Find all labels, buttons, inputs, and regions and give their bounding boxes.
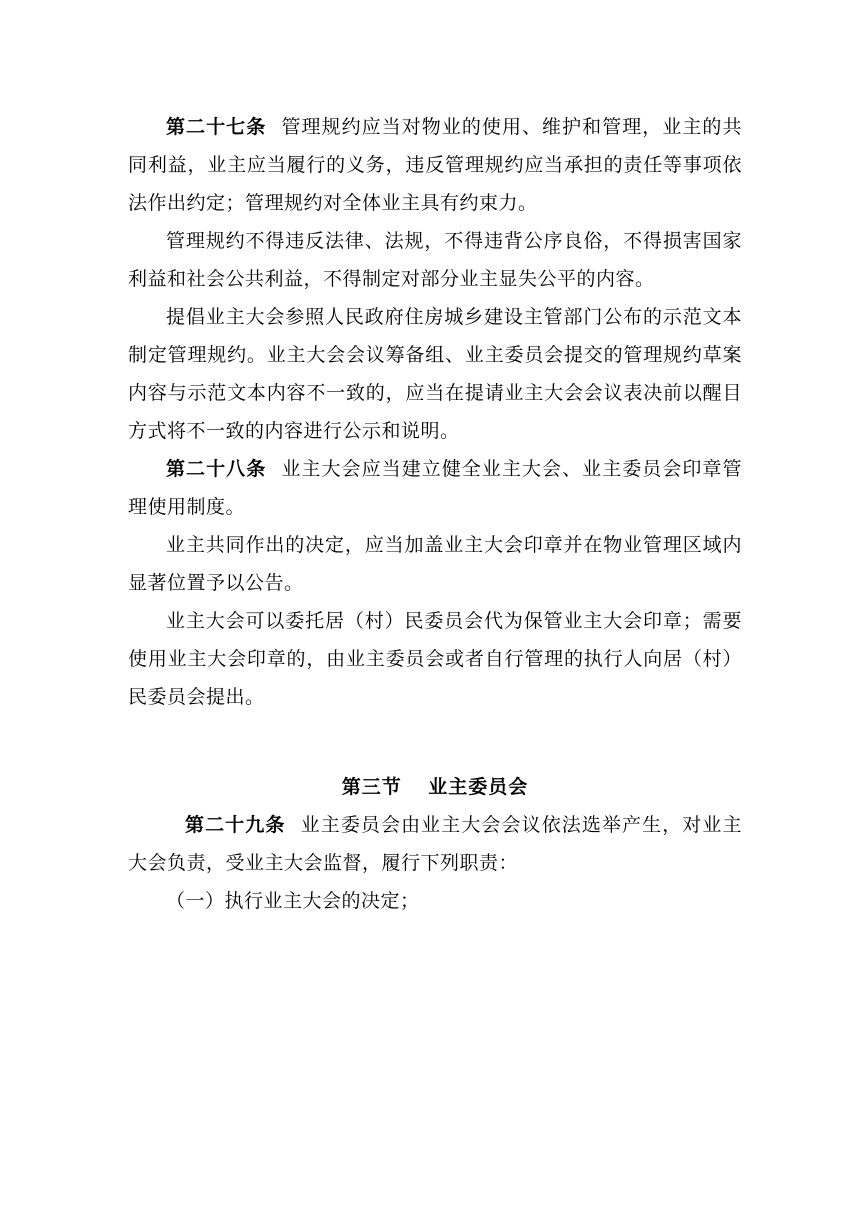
article-27-paragraph — [128, 108, 742, 222]
article-29-paragraph — [128, 806, 742, 882]
article-29-text: 业主委员会由业主大会会议依法选举产生，对业主大会负责，受业主大会监督，履行下列职责： — [128, 814, 742, 874]
section-number: 第三节 — [341, 776, 402, 798]
article-29-title: 第二十九条 — [185, 814, 286, 836]
article-28-paragraph-2: 业主共同作出的决定，应当加盖业主大会印章并在物业管理区域内显著位置予以公告。 — [128, 534, 742, 594]
section-heading — [128, 768, 742, 806]
article-27-title: 第二十七条 — [166, 116, 267, 138]
article-28-text: 业主大会应当建立健全业主大会、业主委员会印章管理使用制度。 — [128, 458, 742, 518]
article-29-item-1: （一）执行业主大会的决定； — [166, 890, 420, 912]
section-spacer — [128, 716, 742, 754]
article-28-title: 第二十八条 — [166, 458, 267, 480]
article-27-text: 管理规约应当对物业的使用、维护和管理，业主的共同利益，业主应当履行的义务，违反管理规约应当承担的责任等事项依法作出约定；管理规约对全体业主具有约束力。 — [128, 116, 742, 214]
article-27-paragraph-3: 提倡业主大会参照人民政府住房城乡建设主管部门公布的示范文本制定管理规约。业主大会会议筹备组、业主委员会提交的管理规约草案内容与示范文本内容不一致的，应当在提请业主大会会议表决前以醒目方式将不一致的内容进行公示和说明。 — [128, 306, 742, 442]
document-body — [128, 108, 742, 920]
section-name: 业主委员会 — [428, 776, 529, 798]
article-28-paragraph-3: 业主大会可以委托居（村）民委员会代为保管业主大会印章；需要使用业主大会印章的，由业主委员会或者自行管理的执行人向居（村）民委员会提出。 — [128, 610, 742, 708]
article-28-paragraph — [128, 450, 742, 526]
article-27-paragraph-2: 管理规约不得违反法律、法规，不得违背公序良俗，不得损害国家利益和社会公共利益，不得制定对部分业主显失公平的内容。 — [128, 230, 742, 290]
